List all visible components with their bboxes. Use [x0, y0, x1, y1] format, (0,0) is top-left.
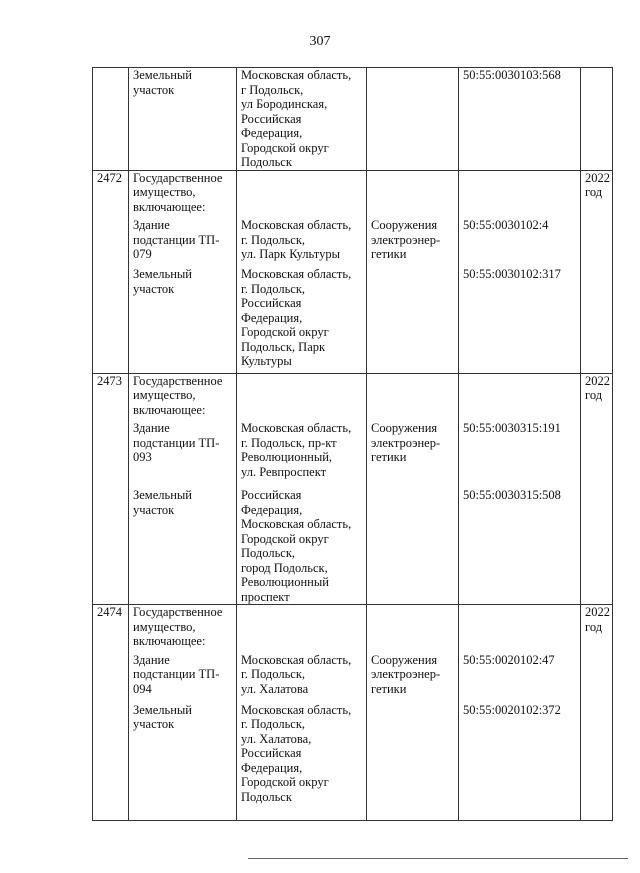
row-number: [93, 653, 129, 703]
table-row: [93, 421, 613, 488]
object-name: Государственное имущество, включающее:: [129, 373, 237, 421]
object-purpose: Сооружения электроэнер- гетики: [367, 421, 459, 488]
cadastral-number: 50:55:0020102:372: [459, 703, 581, 821]
object-purpose: Сооружения электроэнер- гетики: [367, 653, 459, 703]
object-purpose: [367, 703, 459, 821]
object-address: Российская Федерация, Московская область, Городской округ Подольск, город Подольск, Революционный проспект: [237, 488, 367, 605]
object-address: Московская область, г. Подольск, ул. Халатова, Российская Федерация, Городской округ Подольск: [237, 703, 367, 821]
page-number: 307: [309, 34, 331, 49]
object-purpose: [367, 488, 459, 605]
transfer-year: [581, 703, 613, 821]
table-row: [93, 653, 613, 703]
footer-divider: [248, 858, 628, 859]
object-address: Московская область, г. Подольск, ул. Парк Культуры: [237, 218, 367, 267]
table-row: [93, 605, 613, 653]
object-purpose: [367, 373, 459, 421]
object-address: [237, 170, 367, 218]
object-address: Московская область, г. Подольск, ул. Халатова: [237, 653, 367, 703]
transfer-year: [581, 68, 613, 171]
object-name: Здание подстанции ТП- 093: [129, 421, 237, 488]
row-number: [93, 488, 129, 605]
transfer-year: [581, 653, 613, 703]
cadastral-number: 50:55:0030102:317: [459, 267, 581, 373]
object-purpose: [367, 170, 459, 218]
transfer-year: [581, 488, 613, 605]
table-row: [93, 373, 613, 421]
transfer-year: 2022 год: [581, 373, 613, 421]
object-address: Московская область, г. Подольск, пр-кт Революционный, ул. Ревпроспект: [237, 421, 367, 488]
row-number: [93, 68, 129, 171]
object-name: Государственное имущество, включающее:: [129, 605, 237, 653]
cadastral-number: 50:55:0030315:191: [459, 421, 581, 488]
table-row: [93, 170, 613, 218]
table-row: [93, 267, 613, 373]
row-number: [93, 218, 129, 267]
object-address: Московская область, г Подольск, ул Бородинская, Российская Федерация, Городской округ Подольск: [237, 68, 367, 171]
object-name: Здание подстанции ТП- 094: [129, 653, 237, 703]
object-purpose: Сооружения электроэнер- гетики: [367, 218, 459, 267]
cadastral-number: 50:55:0030102:4: [459, 218, 581, 267]
transfer-year: [581, 267, 613, 373]
object-address: Московская область, г. Подольск, Российская Федерация, Городской округ Подольск, Парк Культуры: [237, 267, 367, 373]
transfer-year: [581, 218, 613, 267]
object-name: Здание подстанции ТП- 079: [129, 218, 237, 267]
transfer-year: 2022 год: [581, 170, 613, 218]
property-table: [92, 67, 613, 821]
row-number: 2474: [93, 605, 129, 653]
cadastral-number: [459, 373, 581, 421]
cadastral-number: [459, 605, 581, 653]
object-name: Земельный участок: [129, 488, 237, 605]
table-row: [93, 488, 613, 605]
row-number: 2472: [93, 170, 129, 218]
table-row: [93, 218, 613, 267]
object-name: Земельный участок: [129, 267, 237, 373]
object-address: [237, 373, 367, 421]
object-address: [237, 605, 367, 653]
table-row: [93, 703, 613, 821]
cadastral-number: 50:55:0030315:508: [459, 488, 581, 605]
cadastral-number: 50:55:0020102:47: [459, 653, 581, 703]
object-name: Земельный участок: [129, 703, 237, 821]
object-name: Земельный участок: [129, 68, 237, 171]
object-purpose: [367, 267, 459, 373]
row-number: [93, 421, 129, 488]
table-row: [93, 68, 613, 171]
row-number: 2473: [93, 373, 129, 421]
object-purpose: [367, 605, 459, 653]
cadastral-number: [459, 170, 581, 218]
row-number: [93, 267, 129, 373]
cadastral-number: 50:55:0030103:568: [459, 68, 581, 171]
transfer-year: [581, 421, 613, 488]
object-purpose: [367, 68, 459, 171]
object-name: Государственное имущество, включающее:: [129, 170, 237, 218]
transfer-year: 2022 год: [581, 605, 613, 653]
row-number: [93, 703, 129, 821]
